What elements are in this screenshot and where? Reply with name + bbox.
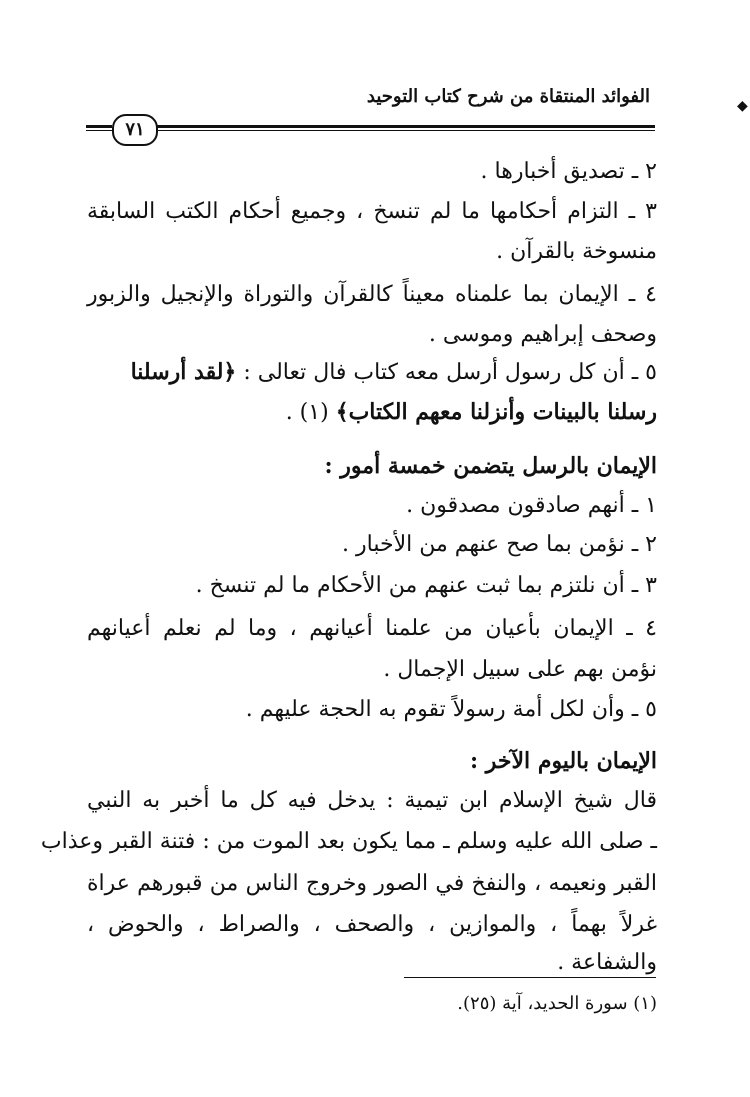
header-rule [155, 125, 655, 128]
text-line: وصحف إبراهيم وموسى . [428, 322, 657, 347]
footnote: (١) سورة الحديد، آية (٢٥). [457, 993, 657, 1014]
list-item [87, 352, 657, 393]
text-line: قال شيخ الإسلام ابن تيمية : يدخل فيه كل ما أخبر به النبي [87, 788, 657, 813]
list-item: ٣ ـ أن نلتزم بما ثبت عنهم من الأحكام ما لم تنسخ . [195, 573, 657, 598]
text-line: منسوخة بالقرآن . [496, 239, 657, 264]
quran-verse: رسلنا بالبينات وأنزلنا معهم الكتاب﴾ [335, 399, 657, 425]
running-header-title: الفوائد المنتقاة من شرح كتاب التوحيد [366, 86, 650, 107]
text-line: نؤمن بهم على سبيل الإجمال . [383, 657, 657, 682]
header-rule-left [86, 125, 112, 128]
list-item: ١ ـ أنهم صادقون مصدقون . [406, 493, 657, 518]
text-line: غرلاً بهماً ، والموازين ، والصحف ، والصراط ، والحوض ، [87, 912, 657, 937]
text-line: والشفاعة . [557, 950, 657, 975]
quran-verse: ﴿لقد أرسلنا [130, 359, 237, 385]
text-span: ٥ ـ أن كل رسول أرسل معه كتاب فال تعالى : [243, 360, 657, 385]
margin-mark: ◆ [737, 98, 748, 114]
text-line: القبر ونعيمه ، والنفخ في الصور وخروج الناس من قبورهم عراة [87, 871, 657, 896]
header-rule-thin [155, 130, 655, 131]
footnote-ref: (١) . [285, 400, 329, 425]
footnote-rule [404, 977, 656, 978]
text-line: ـ صلى الله عليه وسلم ـ مما يكون بعد الموت من : فتنة القبر وعذاب [40, 829, 657, 854]
list-item: ٢ ـ تصديق أخبارها . [480, 159, 657, 184]
header-rule-left-thin [86, 130, 112, 131]
list-item: ٢ ـ نؤمن بما صح عنهم من الأخبار . [342, 532, 657, 557]
list-item: ٥ ـ وأن لكل أمة رسولاً تقوم به الحجة عليهم . [245, 697, 657, 722]
page-number: ٧١ [112, 114, 158, 146]
list-item: ٤ ـ الإيمان بما علمناه معيناً كالقرآن والتوراة والإنجيل والزبور [87, 282, 657, 307]
list-item: ٣ ـ التزام أحكامها ما لم تنسخ ، وجميع أحكام الكتب السابقة [87, 199, 657, 224]
section-heading: الإيمان بالرسل يتضمن خمسة أمور : [324, 453, 657, 479]
text-line [87, 392, 657, 433]
section-heading: الإيمان باليوم الآخر : [469, 748, 657, 774]
list-item: ٤ ـ الإيمان بأعيان من علمنا أعيانهم ، وما لم نعلم أعيانهم [87, 616, 657, 641]
